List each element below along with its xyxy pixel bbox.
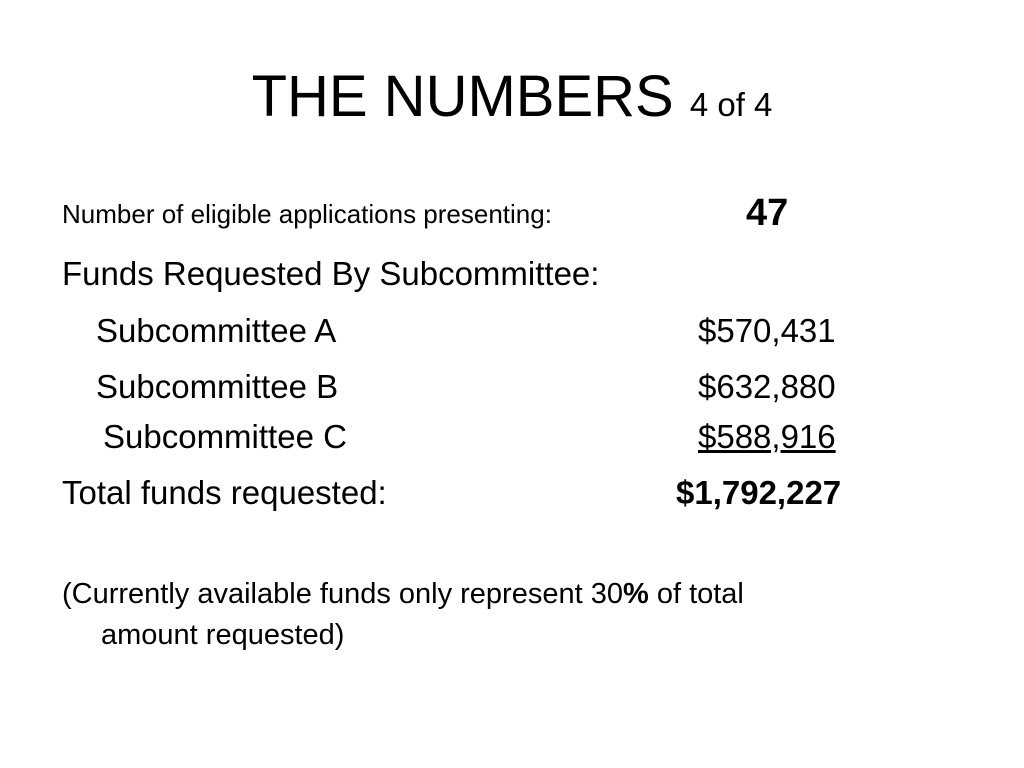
eligible-applications-count: 47 <box>746 192 789 234</box>
subcommittee-c-label: Subcommittee C <box>103 418 347 455</box>
total-funds-label: Total funds requested: <box>62 474 387 511</box>
subcommittee-c-amount: $588,916 <box>698 418 836 455</box>
total-funds-amount: $1,792,227 <box>676 474 842 511</box>
funding-note-text-end: of total <box>648 578 744 610</box>
title-main: THE NUMBERS <box>251 64 674 129</box>
subcommittee-b-label: Subcommittee B <box>96 368 339 405</box>
title-page-indicator: 4 of 4 <box>689 86 773 123</box>
funding-note-text-start: (Currently available funds only represent 30 <box>62 578 623 610</box>
funding-note-line-2: amount requested) <box>101 619 345 651</box>
funds-by-subcommittee-heading: Funds Requested By Subcommittee: <box>62 255 600 292</box>
subcommittee-a-amount: $570,431 <box>698 312 836 349</box>
funding-note-percent-sign: % <box>622 578 649 610</box>
slide-title <box>0 64 1024 129</box>
subcommittee-b-amount: $632,880 <box>698 368 836 405</box>
funding-note-line-1 <box>62 580 744 609</box>
eligible-applications-label: Number of eligible applications presenting: <box>62 199 552 229</box>
subcommittee-a-label: Subcommittee A <box>96 312 337 349</box>
